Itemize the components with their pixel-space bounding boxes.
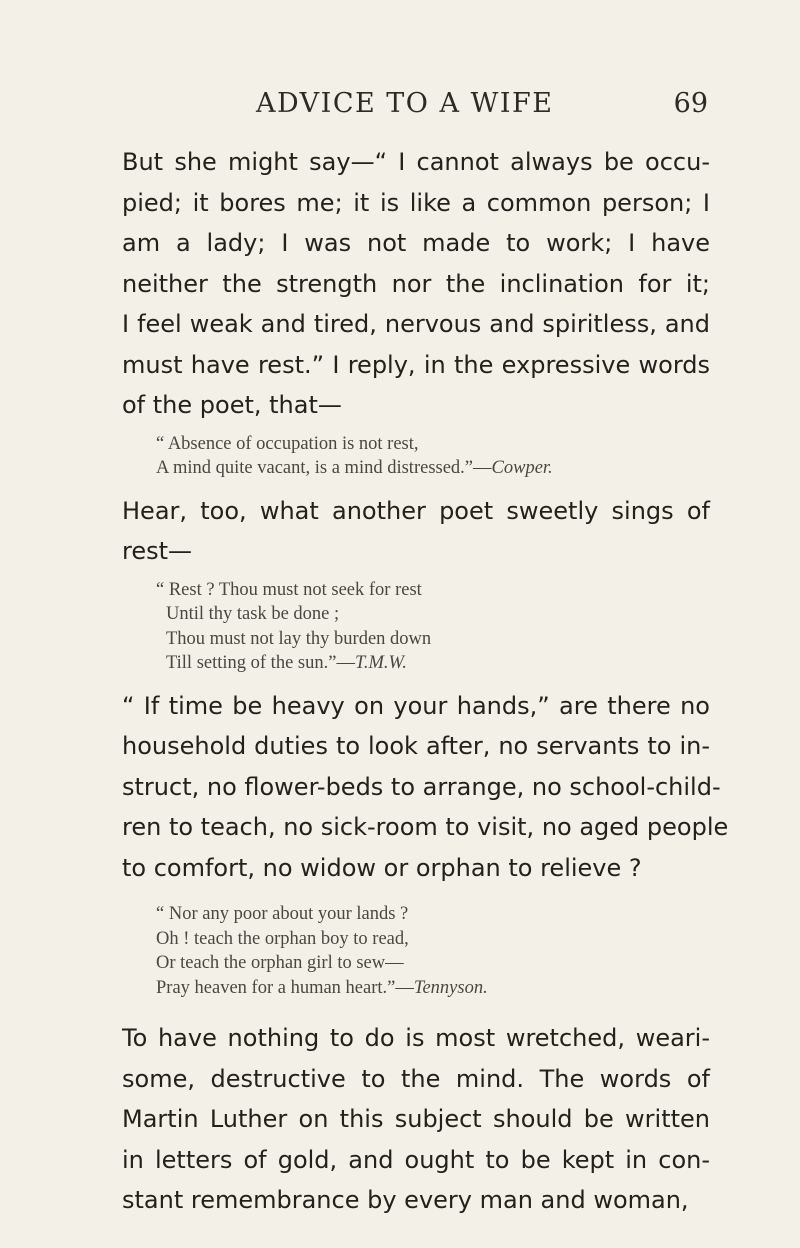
quote-line [166, 651, 710, 676]
quote-line-text: Till setting of the sun.”— [166, 653, 355, 673]
text-line: neither the strength nor the inclination for it; [122, 269, 710, 298]
quote-line [156, 456, 710, 481]
text-line: To have nothing to do is most wretched, weari- [122, 1024, 710, 1052]
quote-line: Oh ! teach the orphan boy to read, [156, 928, 409, 949]
page-number: 69 [673, 88, 708, 119]
text-line: “ If time be heavy on your hands,” are there no [122, 691, 710, 720]
paragraph-3 [122, 686, 729, 889]
text-line: I feel weak and tired, nervous and spiritless, and [122, 310, 710, 338]
text-line: ren to teach, no sick-room to visit, no aged people [122, 813, 729, 841]
text-line: rest— [122, 537, 193, 565]
page-body [122, 142, 729, 1221]
quote-line: Thou must not lay thy burden down [166, 628, 432, 649]
quote-line: “ Nor any poor about your lands ? [156, 904, 409, 924]
text-line: am a lady; I was not made to work; I have [122, 229, 710, 257]
quote-line: “ Absence of occupation is not rest, [156, 433, 419, 454]
quote-line: Or teach the orphan girl to sew— [156, 953, 404, 973]
quote-line: Until thy task be done ; [166, 604, 340, 624]
text-line: must have rest.” I reply, in the expressive words [122, 350, 710, 379]
quote-line-text: A mind quite vacant, is a mind distressed.”— [156, 458, 492, 478]
quotation-cowper [156, 432, 710, 481]
paragraph-4 [122, 1018, 710, 1221]
quote-attribution: T.M.W. [354, 653, 407, 673]
text-line: to comfort, no widow or orphan to relieve ? [122, 853, 642, 882]
text-line: stant remembrance by every man and woman, [122, 1186, 689, 1214]
quote-attribution: Tennyson. [413, 977, 488, 998]
text-line: But she might say—“ I cannot always be occu- [122, 148, 710, 176]
text-line: pied; it bores me; it is like a common person; I [122, 188, 710, 217]
text-line: Martin Luther on this subject should be written [122, 1105, 710, 1133]
quote-attribution: Cowper. [491, 458, 553, 478]
quote-line: “ Rest ? Thou must not seek for rest [156, 579, 422, 600]
text-line: in letters of gold, and ought to be kept in con- [122, 1145, 710, 1174]
running-head [228, 88, 708, 124]
text-line: Hear, too, what another poet sweetly sings of [122, 496, 710, 525]
text-line: struct, no flower-beds to arrange, no school-child- [122, 772, 721, 801]
quotation-tmw [156, 578, 710, 676]
quote-line-text: Pray heaven for a human heart.”— [156, 977, 414, 998]
quotation-tennyson [156, 902, 710, 1000]
running-title: ADVICE TO A WIFE [256, 88, 554, 119]
text-line: of the poet, that— [122, 391, 342, 419]
quote-line [156, 976, 710, 1001]
paragraph-2 [122, 491, 710, 572]
text-line: some, destructive to the mind. The words of [122, 1064, 710, 1093]
text-line: household duties to look after, no servants to in- [122, 732, 710, 760]
paragraph-1 [122, 142, 710, 426]
